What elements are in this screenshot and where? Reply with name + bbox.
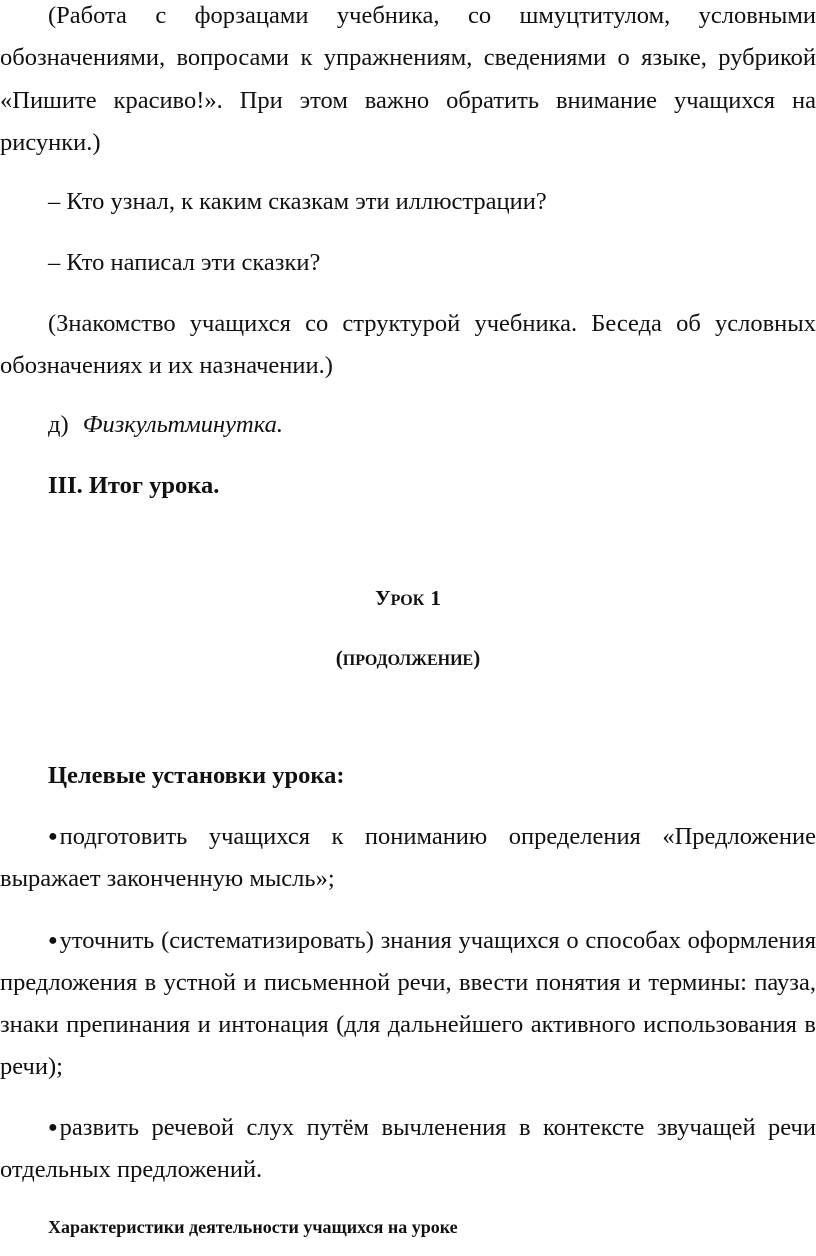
goal-item-line: ●развить речевой слух путём вычленения в контексте звучащей речи	[48, 1114, 816, 1141]
paragraph-line: обозначениями, вопросами к упражнениям, сведениями о языке, рубрикой	[0, 44, 816, 71]
goal-item-line: речи);	[0, 1053, 63, 1080]
bullet-icon: ●	[48, 932, 58, 949]
question-line: – Кто узнал, к каким сказкам эти иллюстрации?	[48, 188, 547, 215]
list-marker: д)	[48, 411, 69, 438]
lesson-title: УРОК 1	[375, 586, 441, 610]
paragraph-line: обозначениях и их назначении.)	[0, 352, 333, 379]
lesson-subtitle: (ПРОДОЛЖЕНИЕ)	[335, 646, 481, 670]
activity-heading: Характеристики деятельности учащихся на уроке	[48, 1217, 458, 1237]
goal-item-line: выражает законченную мысль»;	[0, 865, 335, 892]
paragraph-line: «Пишите красиво!». При этом важно обратить внимание учащихся на	[0, 87, 816, 114]
goal-item-line: ●подготовить учащихся к пониманию определения «Предложение	[48, 823, 816, 850]
goal-item-line: знаки препинания и интонация (для дальнейшего активного использования в	[0, 1011, 816, 1038]
goal-item-line: предложения в устной и письменной речи, ввести понятия и термины: пауза,	[0, 969, 816, 996]
goal-item-line: отдельных предложений.	[0, 1156, 263, 1183]
bullet-icon: ●	[48, 828, 58, 845]
goal-item-line: ●уточнить (систематизировать) знания учащихся о способах оформления	[48, 927, 816, 954]
list-item-d	[48, 413, 816, 438]
goals-heading: Целевые установки урока:	[48, 762, 345, 789]
bullet-icon: ●	[48, 1119, 58, 1136]
paragraph-line: (Знакомство учащихся со структурой учебника. Беседа об условных	[48, 310, 816, 337]
section-heading: III. Итог урока.	[48, 472, 220, 499]
paragraph-line: рисунки.)	[0, 129, 101, 156]
paragraph-line: (Работа с форзацами учебника, со шмуцтитулом, условными	[48, 2, 816, 29]
list-item-text: Физкультминутка.	[82, 411, 283, 438]
question-line: – Кто написал эти сказки?	[48, 249, 321, 276]
